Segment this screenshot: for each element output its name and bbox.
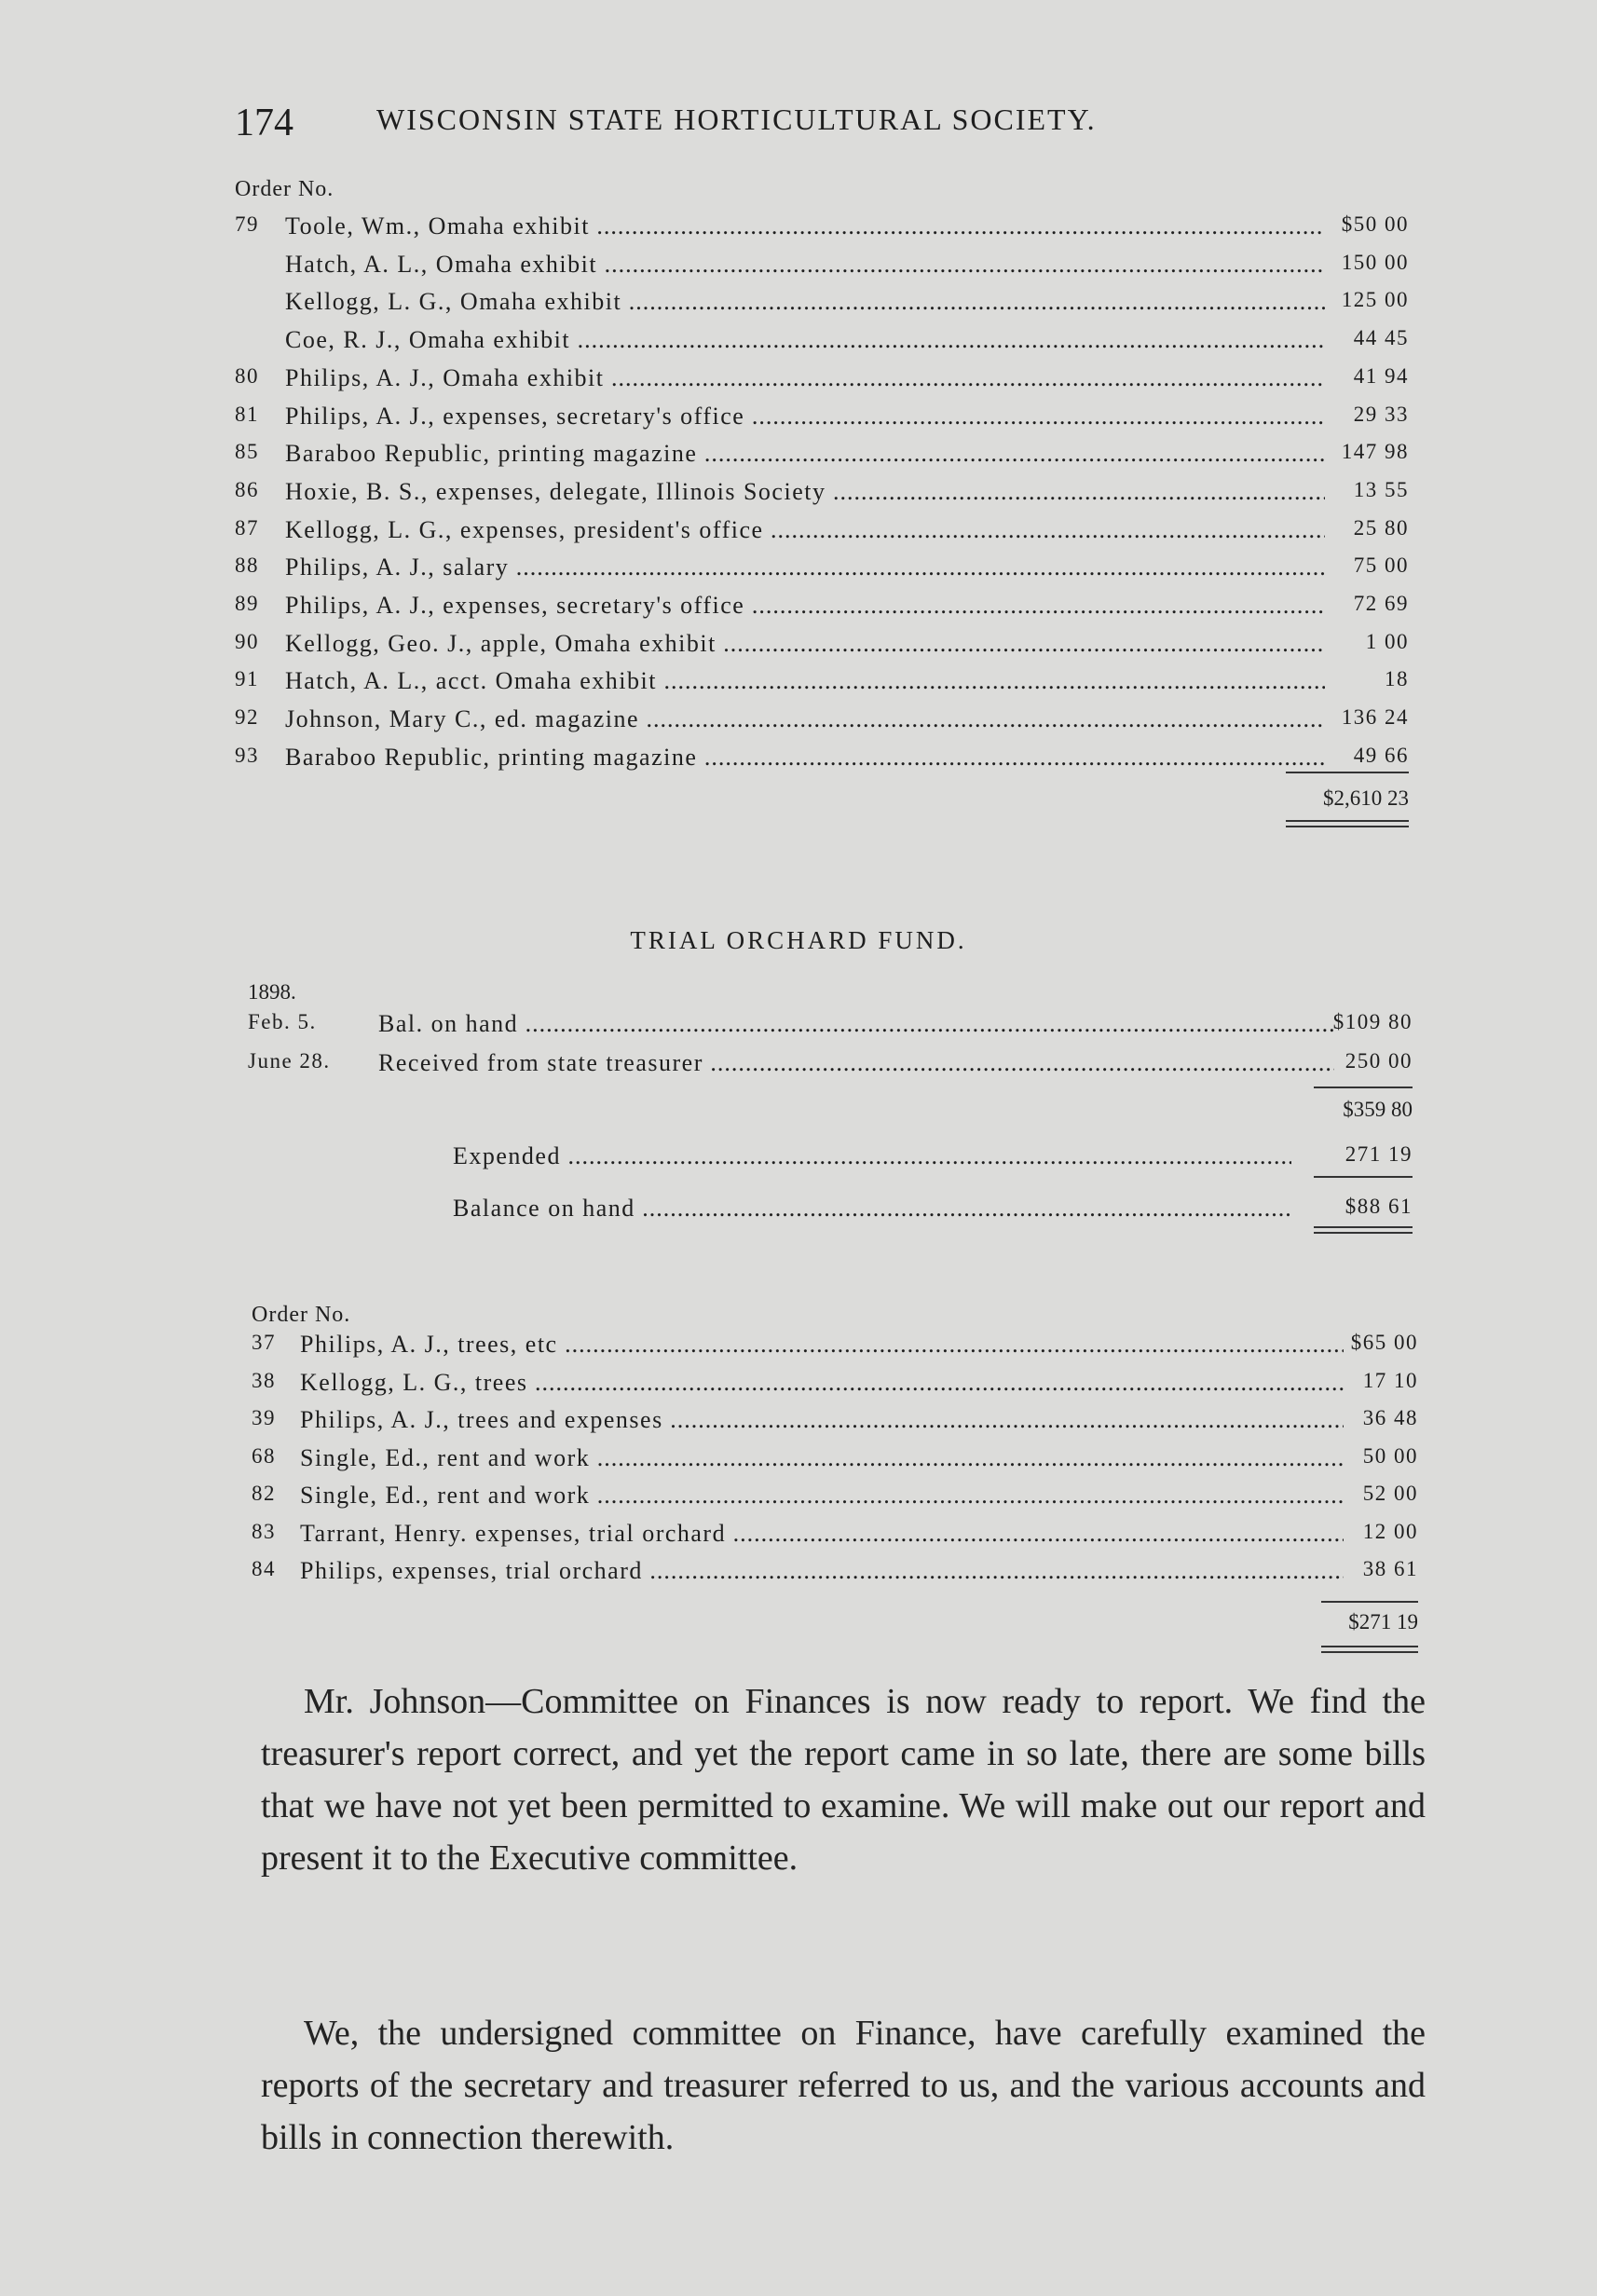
- line-description: Baraboo Republic, printing magazine .....: [285, 744, 1325, 772]
- ledger-row: [235, 554, 1409, 591]
- expended-label: Expended .....: [453, 1142, 1291, 1170]
- total-double-rule: [1286, 820, 1409, 827]
- trial-orchard-orders-total: $271 19: [1348, 1610, 1418, 1633]
- orders-total-double-rule: [1321, 1646, 1418, 1653]
- ledger-row: [235, 705, 1409, 743]
- page-number: 174: [235, 102, 293, 144]
- line-amount: 41 94: [1353, 363, 1409, 388]
- order-number: 68: [252, 1443, 276, 1468]
- ledger-row: [252, 1444, 1418, 1482]
- line-amount: 44 45: [1353, 326, 1409, 350]
- line-amount: 17 10: [1362, 1368, 1418, 1392]
- dated-entry-row: [248, 1049, 1413, 1086]
- line-amount: 13 55: [1353, 477, 1409, 501]
- line-description: Philips, A. J., trees, etc .....: [300, 1331, 1344, 1359]
- order-number: 91: [235, 667, 259, 691]
- order-number: 79: [235, 212, 259, 236]
- line-amount: 125 00: [1341, 288, 1409, 312]
- ledger-row: [235, 288, 1409, 325]
- order-number: 84: [252, 1557, 276, 1580]
- order-number: 93: [235, 743, 259, 767]
- trial-orchard-subtotal: $359 80: [1343, 1098, 1413, 1121]
- balance-label: Balance on hand .....: [453, 1195, 1291, 1223]
- subtotal-rule: [1314, 1086, 1413, 1088]
- ledger-row: [252, 1369, 1418, 1406]
- total-rule: [1286, 772, 1409, 773]
- ledger-row: [252, 1331, 1418, 1368]
- ledger-row: [252, 1557, 1418, 1594]
- line-description: Hatch, A. L., Omaha exhibit .....: [285, 251, 1325, 279]
- line-amount: 52 00: [1362, 1482, 1418, 1505]
- line-description: Philips, A. J., salary .....: [285, 554, 1325, 581]
- ledger-row: [235, 364, 1409, 402]
- ledger-row: [235, 667, 1409, 704]
- line-description: Philips, A. J., Omaha exhibit .....: [285, 364, 1325, 392]
- order-number: 39: [252, 1406, 276, 1429]
- undersigned-committee-paragraph: We, the undersigned committee on Finance, have carefully examined the reports of the secretary and treasurer referred to us, and the various accounts and bills in connection therewith.: [261, 2014, 1426, 2157]
- order-number: 85: [235, 440, 259, 464]
- dated-entry-row: [248, 1010, 1413, 1047]
- line-amount: 49 66: [1353, 743, 1409, 767]
- line-amount: 12 00: [1362, 1519, 1418, 1543]
- line-description: Toole, Wm., Omaha exhibit .....: [285, 212, 1325, 240]
- line-description: Hoxie, B. S., expenses, delegate, Illinois Society .....: [285, 478, 1325, 506]
- general-fund-total: $2,610 23: [1323, 786, 1409, 810]
- page-header: [235, 101, 1390, 157]
- line-amount: 72 69: [1353, 592, 1409, 615]
- line-description: Received from state treasurer .....: [378, 1049, 1334, 1077]
- line-description: Kellogg, L. G., trees .....: [300, 1369, 1344, 1397]
- year-label: 1898.: [248, 980, 296, 1004]
- ledger-row: [235, 403, 1409, 440]
- line-amount: 25 80: [1353, 515, 1409, 540]
- line-description: Tarrant, Henry. expenses, trial orchard .....: [300, 1520, 1344, 1548]
- ledger-row: [235, 516, 1409, 554]
- line-description: Philips, A. J., expenses, secretary's office .....: [285, 403, 1325, 430]
- line-description: Philips, A. J., trees and expenses .....: [300, 1406, 1344, 1434]
- orders-total-rule: [1321, 1601, 1418, 1603]
- line-description: Hatch, A. L., acct. Omaha exhibit .....: [285, 667, 1325, 695]
- balance-rule: [1314, 1176, 1413, 1178]
- line-amount: 250 00: [1344, 1049, 1413, 1073]
- line-amount: $109 80: [1332, 1010, 1413, 1033]
- entry-date: Feb. 5.: [248, 1010, 317, 1033]
- line-amount: 1 00: [1365, 629, 1409, 653]
- ledger-row: [235, 212, 1409, 250]
- order-no-header: Order No.: [235, 177, 334, 201]
- line-description: Kellogg, L. G., expenses, president's office .....: [285, 516, 1325, 544]
- order-number: 86: [235, 477, 259, 501]
- order-number: 87: [235, 515, 259, 540]
- entry-date: June 28.: [248, 1049, 331, 1073]
- order-number: 92: [235, 705, 259, 730]
- line-description: Kellogg, L. G., Omaha exhibit .....: [285, 288, 1325, 316]
- section-title: TRIAL ORCHARD FUND.: [630, 926, 967, 954]
- line-amount: 29 33: [1353, 402, 1409, 426]
- expended-row: [453, 1142, 1413, 1180]
- line-amount: 38 61: [1362, 1557, 1418, 1580]
- line-amount: 36 48: [1362, 1406, 1418, 1429]
- line-amount: 136 24: [1341, 705, 1409, 730]
- line-amount: 50 00: [1362, 1443, 1418, 1468]
- ledger-row: [235, 440, 1409, 477]
- ledger-row: [252, 1482, 1418, 1519]
- ledger-row: [235, 630, 1409, 667]
- line-amount: 18: [1385, 667, 1409, 691]
- ledger-row: [235, 251, 1409, 288]
- line-description: Johnson, Mary C., ed. magazine .....: [285, 705, 1325, 733]
- line-amount: 75 00: [1353, 554, 1409, 578]
- line-description: Single, Ed., rent and work .....: [300, 1482, 1344, 1510]
- balance-amount: $88 61: [1344, 1195, 1413, 1218]
- balance-row: [453, 1195, 1413, 1232]
- order-number: 89: [235, 592, 259, 615]
- order-number: 81: [235, 402, 259, 426]
- balance-double-rule: [1314, 1226, 1413, 1234]
- ledger-row: [235, 744, 1409, 781]
- running-title: WISCONSIN STATE HORTICULTURAL SOCIETY.: [376, 102, 1097, 136]
- line-description: Bal. on hand .....: [378, 1010, 1334, 1038]
- order-number: 83: [252, 1519, 276, 1543]
- order-number: 82: [252, 1482, 276, 1505]
- line-amount: 147 98: [1341, 440, 1409, 464]
- finance-committee-paragraph: Mr. Johnson—Committee on Finances is now ready to report. We find the treasurer's report correct, and yet the report came in so late, there are some bills that we have not yet been permitted to examine. We will make out our report and present it to the Executive committee.: [261, 1682, 1426, 1878]
- line-description: Kellogg, Geo. J., apple, Omaha exhibit .....: [285, 630, 1325, 658]
- line-amount: $50 00: [1341, 212, 1409, 236]
- line-amount: $65 00: [1350, 1331, 1418, 1354]
- trial-order-no-header: Order No.: [252, 1303, 351, 1327]
- expended-amount: 271 19: [1344, 1142, 1413, 1166]
- order-number: 90: [235, 629, 259, 653]
- line-description: Philips, A. J., expenses, secretary's office .....: [285, 592, 1325, 620]
- ledger-row: [235, 478, 1409, 515]
- ledger-row: [235, 326, 1409, 363]
- line-description: Philips, expenses, trial orchard .....: [300, 1557, 1344, 1585]
- order-number: 80: [235, 363, 259, 388]
- order-number: 88: [235, 554, 259, 578]
- line-description: Coe, R. J., Omaha exhibit .....: [285, 326, 1325, 354]
- line-description: Baraboo Republic, printing magazine .....: [285, 440, 1325, 468]
- order-number: 37: [252, 1331, 276, 1354]
- line-amount: 150 00: [1341, 250, 1409, 274]
- order-number: 38: [252, 1368, 276, 1392]
- line-description: Single, Ed., rent and work .....: [300, 1444, 1344, 1472]
- ledger-row: [235, 592, 1409, 629]
- ledger-row: [252, 1520, 1418, 1557]
- ledger-row: [252, 1406, 1418, 1443]
